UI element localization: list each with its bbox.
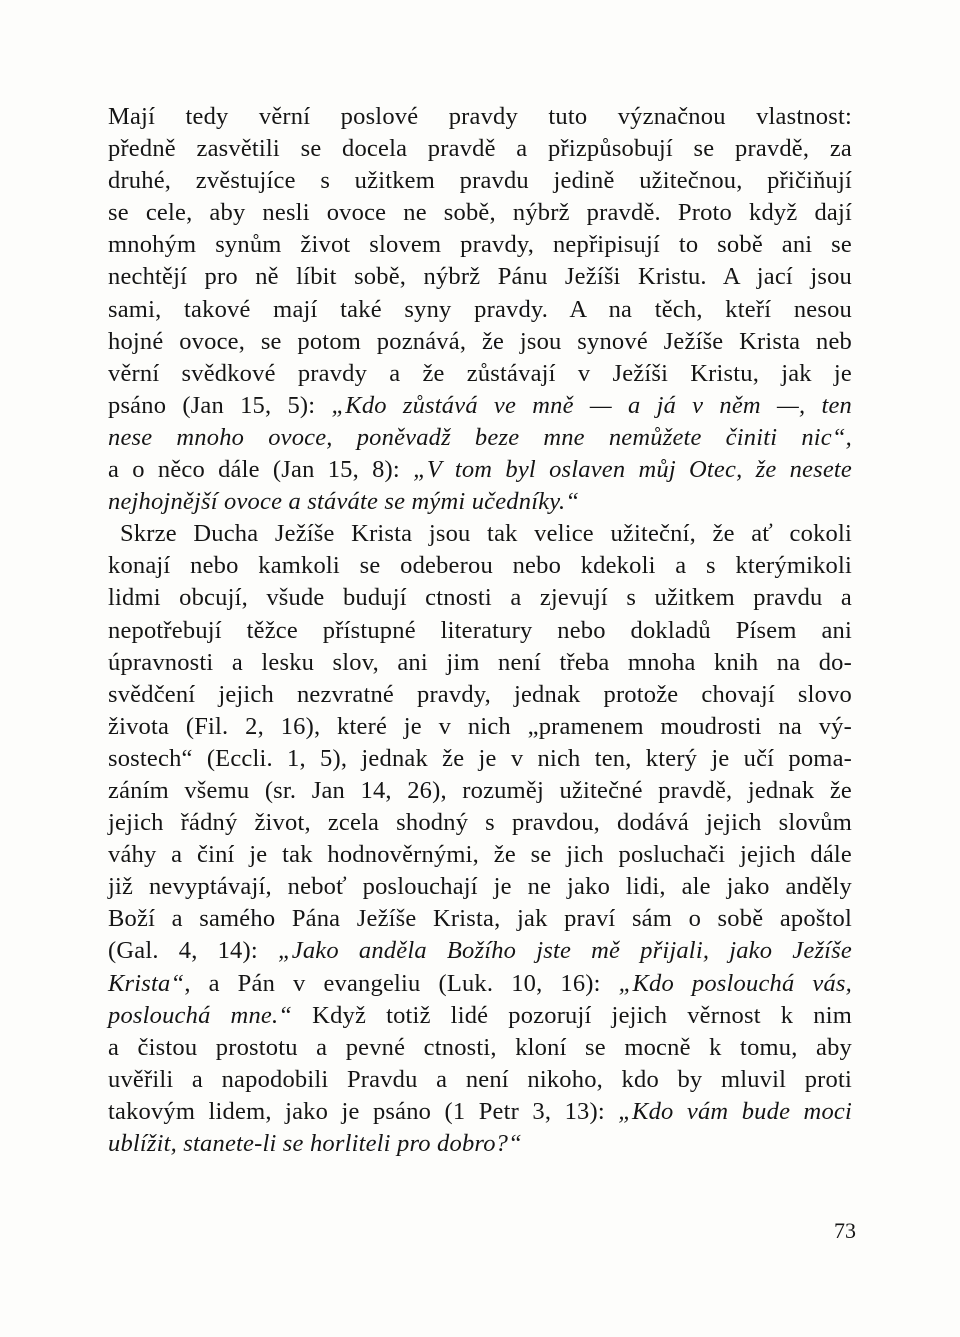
text-line xyxy=(108,1000,852,1032)
text-line xyxy=(108,1096,852,1128)
text-line xyxy=(108,1064,852,1096)
text-line xyxy=(108,968,852,1000)
text-line xyxy=(108,165,852,197)
text-span: života (Fil. 2, 16), které je v nich „pramenem moudrosti na vý- xyxy=(108,712,852,740)
text-line xyxy=(108,647,852,679)
italic-quote-span: „Kdo poslouchá vás, xyxy=(618,969,852,997)
text-span: váhy a činí je tak hodnověrnými, že se jich posluchači jejich dále xyxy=(108,841,852,869)
text-line xyxy=(108,839,852,871)
text-span: svědčení jejich nezvratné pravdy, jednak protože chovají slovo xyxy=(108,680,852,708)
text-span: nechtějí pro ně líbit sobě, nýbrž Pánu Ježíši Kristu. A jací jsou xyxy=(108,263,852,291)
italic-quote-span: nejhojnější ovoce a stáváte se mými učedníky.“ xyxy=(108,488,580,516)
text-span: a o něco dále (Jan 15, 8): xyxy=(108,456,414,484)
text-span: sostech“ (Eccli. 1, 5), jednak že je v nich ten, který je učí poma- xyxy=(108,744,852,772)
text-span: sami, takové mají také syny pravdy. A na těch, kteří nesou xyxy=(108,295,852,323)
italic-quote-span: „Kdo vám bude moci xyxy=(618,1097,852,1125)
text-line xyxy=(108,550,852,582)
text-line xyxy=(108,679,852,711)
text-span: Boží a samého Pána Ježíše Krista, jak praví sám o sobě apoštol xyxy=(108,905,852,933)
page-number: 73 xyxy=(834,1218,856,1243)
text-span: a čistou prostotu a pevné ctnosti, kloní se mocně k tomu, aby xyxy=(108,1033,852,1061)
text-line xyxy=(108,582,852,614)
italic-quote-span: nese mnoho ovoce, poněvadž beze mne nemůžete činiti nic“, xyxy=(108,423,852,451)
text-span: druhé, zvěstujíce s užitkem pravdu jedině užitečnou, přičiňují xyxy=(108,167,852,195)
text-line xyxy=(108,935,852,967)
text-span: uvěřili a napodobili Pravdu a není nikoho, kdo by mluvil proti xyxy=(108,1065,852,1093)
text-line xyxy=(108,390,852,422)
text-line xyxy=(108,1128,852,1160)
text-line xyxy=(108,133,852,165)
italic-quote-span: „V tom byl oslaven můj Otec, že nesete xyxy=(413,456,852,484)
italic-quote-span: Krista“ xyxy=(108,969,185,997)
text-line xyxy=(108,775,852,807)
text-span: Když totiž lidé pozorují jejich věrnost k nim xyxy=(292,1001,852,1029)
text-line xyxy=(108,871,852,903)
text-line xyxy=(108,358,852,390)
text-span: , a Pán v evangeliu (Luk. 10, 16): xyxy=(184,969,619,997)
text-line xyxy=(108,615,852,647)
text-line xyxy=(108,903,852,935)
text-span: záním všemu (sr. Jan 14, 26), rozuměj užitečné pravdě, jednak že xyxy=(108,776,852,804)
text-line xyxy=(108,197,852,229)
text-span: předně zasvětili se docela pravdě a přizpůsobují se pravdě, za xyxy=(108,135,852,163)
text-span: věrní svědkové pravdy a že zůstávají v Ježíši Kristu, jak je xyxy=(108,359,852,387)
text-span: úpravnosti a lesku slov, ani jim není třeba mnoha knih na do- xyxy=(108,648,852,676)
text-line xyxy=(108,486,852,518)
text-line xyxy=(108,743,852,775)
text-span: (Gal. 4, 14): xyxy=(108,937,278,965)
text-span: mnohým synům život slovem pravdy, nepřipisují to sobě ani se xyxy=(108,231,852,259)
italic-quote-span: poslouchá mne.“ xyxy=(108,1001,293,1029)
text-line xyxy=(108,1032,852,1064)
text-span: nepotřebují těžce přístupné literatury nebo dokladů Písem ani xyxy=(108,616,852,644)
text-line xyxy=(108,807,852,839)
text-span: takovým lidem, jako je psáno (1 Petr 3, 13): xyxy=(108,1097,619,1125)
text-line xyxy=(108,101,852,133)
text-line xyxy=(108,518,852,550)
text-span: Mají tedy věrní poslové pravdy tuto význačnou vlastnost: xyxy=(108,103,852,130)
text-span: již nevyptávají, neboť poslouchají je ne jako lidi, ale jako anděly xyxy=(108,873,852,901)
italic-quote-span: „Kdo zůstává ve mně — a já v něm —, ten xyxy=(331,391,852,419)
text-span: lidmi obcují, všude budují ctnosti a zjevují s užitkem pravdu a xyxy=(108,584,852,612)
italic-quote-span: „Jako anděla Božího jste mě přijali, jako Ježíše xyxy=(277,937,852,965)
body-text xyxy=(108,101,852,1160)
text-span: konají nebo kamkoli se odeberou nebo kdekoli a s kterýmikoli xyxy=(108,552,852,580)
text-span: hojné ovoce, se potom poznává, že jsou synové Ježíše Krista neb xyxy=(108,327,852,355)
text-line xyxy=(108,711,852,743)
text-line xyxy=(108,294,852,326)
text-span: psáno (Jan 15, 5): xyxy=(108,391,332,419)
text-span: Skrze Ducha Ježíše Krista jsou tak velice užiteční, že ať cokoli xyxy=(120,520,852,548)
text-line xyxy=(108,422,852,454)
text-span: jejich řádný život, zcela shodný s pravdou, dodává jejich slovům xyxy=(108,809,852,837)
italic-quote-span: ublížit, stanete-li se horliteli pro dobro?“ xyxy=(108,1130,522,1157)
text-line xyxy=(108,261,852,293)
text-line xyxy=(108,229,852,261)
text-span: se cele, aby nesli ovoce ne sobě, nýbrž pravdě. Proto když dají xyxy=(108,199,852,227)
text-line xyxy=(108,454,852,486)
text-line xyxy=(108,326,852,358)
